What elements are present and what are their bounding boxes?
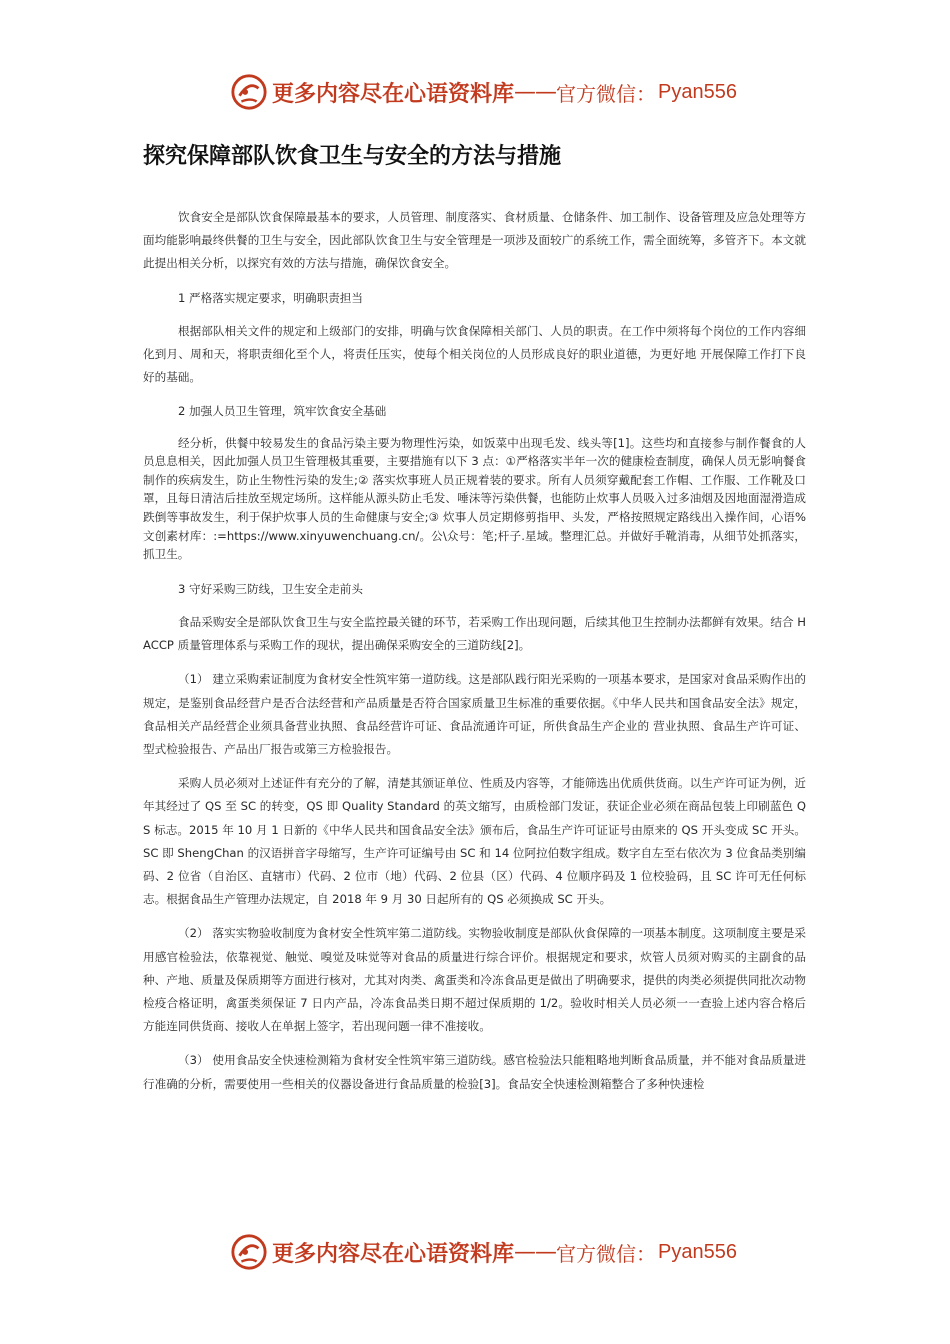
section-heading-1: 1 严格落实规定要求，明确职责担当 <box>178 290 363 305</box>
brand-logo-icon <box>230 1233 268 1271</box>
document-body <box>143 206 806 1107</box>
banner-wechat-id: Pyan556 <box>658 1240 737 1263</box>
banner-separator: —— <box>514 79 557 105</box>
paragraph: 经分析，供餐中较易发生的食品污染主要为物理性污染，如饭菜中出现毛发、线头等[1]。这些均和直接参与制作餐食的人员息息相关，因此加强人员卫生管理极其重要，主要措施有以下 3 点：①严格落实半年一次的健康检查制度，确保人员无影响餐食制作的疾病发生，防止生物性污染的发生;② 落实炊事班人员正规着装的要求。所有人员须穿戴配套工作帽、工作服、工作靴及口罩，且每日清洁后挂放至规定场所。这样能从源头防止毛发、唾沫等污染供餐，也能防止炊事人员吸入过多油烟及因地面湿滑造成跌倒等事故发生，利于保护炊事人员的生命健康与安全;③ 炊事人员定期修剪指甲、头发，严格按照规定路线出入操作间，心语%文创素材库：:=https://www.xinyuwenchuang.cn/。公\众号：笔;杆子.星域。整理汇总。并做好手靴消毒，从细节处抓落实，抓卫生。 <box>143 435 806 562</box>
footer-banner <box>230 1232 750 1272</box>
section-heading-3: 3 守好采购三防线，卫生安全走前头 <box>178 581 363 596</box>
document-title: 探究保障部队饮食卫生与安全的方法与措施 <box>143 144 562 169</box>
paragraph-intro: 饮食安全是部队饮食保障最基本的要求，人员管理、制度落实、食材质量、仓储条件、加工制作、设备管理及应急处理等方面均能影响最终供餐的卫生与安全，因此部队饮食卫生与安全管理是一项涉及面较广的系统工作，需全面统筹，多管齐下。本文就此提出相关分析，以探究有效的方法与措施，确保饮食安全。 <box>143 210 806 271</box>
banner-subtitle: 官方微信： <box>556 81 657 106</box>
banner-text: 更多内容尽在心语资料库 <box>272 80 515 107</box>
paragraph-item-3: （3） 使用食品安全快速检测箱为食材安全性筑牢第三道防线。感官检验法只能粗略地判断食品质量，并不能对食品质量进行准确的分析，需要使用一些相关的仪器设备进行食品质量的检验[3]。食品安全快速检测箱整合了多种快速检 <box>143 1053 806 1091</box>
header-banner <box>230 72 750 112</box>
paragraph: 食品采购安全是部队饮食卫生与安全监控最关键的环节，若采购工作出现问题，后续其他卫生控制办法都鲜有效果。结合 HACCP 质量管理体系与采购工作的现状，提出确保采购安全的三道防线[2]。 <box>143 614 806 653</box>
paragraph-item-2: （2） 落实实物验收制度为食材安全性筑牢第二道防线。实物验收制度是部队伙食保障的一项基本制度。这项制度主要是采用感官检验法，依靠视觉、触觉、嗅觉及味觉等对食品的质量进行综合评价。根据规定和要求，炊管人员须对购买的主副食的品种、产地、质量及保质期等方面进行核对，尤其对肉类、禽蛋类和冷冻食品更是做出了明确要求，提供的肉类必须提供同批次动物检疫合格证明，禽蛋类须保证 7 日内产品，冷冻食品类日期不超过保质期的 1/2。验收时相关人员必须一一查验上述内容合格后方能连同供货商、接收人在单据上签字，若出现问题一律不准接收。 <box>143 926 806 1034</box>
section-heading-2: 2 加强人员卫生管理，筑牢饮食安全基础 <box>178 404 387 419</box>
banner-wechat-id: Pyan556 <box>658 80 737 103</box>
banner-subtitle: 官方微信： <box>556 1241 657 1266</box>
paragraph: 采购人员必须对上述证件有充分的了解，清楚其颁证单位、性质及内容等，才能筛选出优质供货商。以生产许可证为例，近年其经过了 QS 至 SC 的转变，QS 即 Quality Standard 的英文缩写，由质检部门发证，获证企业必须在商品包装上印刷蓝色 QS 标志。2015 年 10 月 1 日新的《中华人民共和国食品安全法》颁布后，食品生产许可证证号由原来的 QS 开头变成 SC 开头。SC 即 ShengChan 的汉语拼音字母缩写，生产许可证编号由 SC 和 14 位阿拉伯数字组成。数字自左至右依次为 3 位食品类别编码、2 位省（自治区、直辖市）代码、2 位市（地）代码、2 位县（区）代码、4 位顺序码及 1 位校验码，且 SC 许可无任何标志。根据食品生产管理办法规定，自 2018 年 9 月 30 日起所有的 QS 必须换成 SC 开头。 <box>143 776 806 907</box>
banner-text: 更多内容尽在心语资料库 <box>272 1240 515 1267</box>
brand-logo-icon <box>230 73 268 111</box>
banner-separator: —— <box>514 1239 557 1265</box>
paragraph: 根据部队相关文件的规定和上级部门的安排，明确与饮食保障相关部门、人员的职责。在工作中须将每个岗位的工作内容细化到月、周和天，将职责细化至个人，将责任压实，使每个相关岗位的人员形成良好的职业道德，为更好地 开展保障工作打下良好的基础。 <box>143 323 806 385</box>
paragraph-item-1: （1） 建立采购索证制度为食材安全性筑牢第一道防线。这是部队践行阳光采购的一项基本要求，是国家对食品采购作出的规定，是鉴别食品经营户是否合法经营和产品质量是否符合国家质量卫生标准的重要依据。《中华人民共和国食品安全法》规定，食品相关产品经营企业须具备营业执照、食品经营许可证、食品流通许可证，所供食品生产企业的 营业执照、食品生产许可证、型式检验报告、产品出厂报告或第三方检验报告。 <box>143 672 806 756</box>
